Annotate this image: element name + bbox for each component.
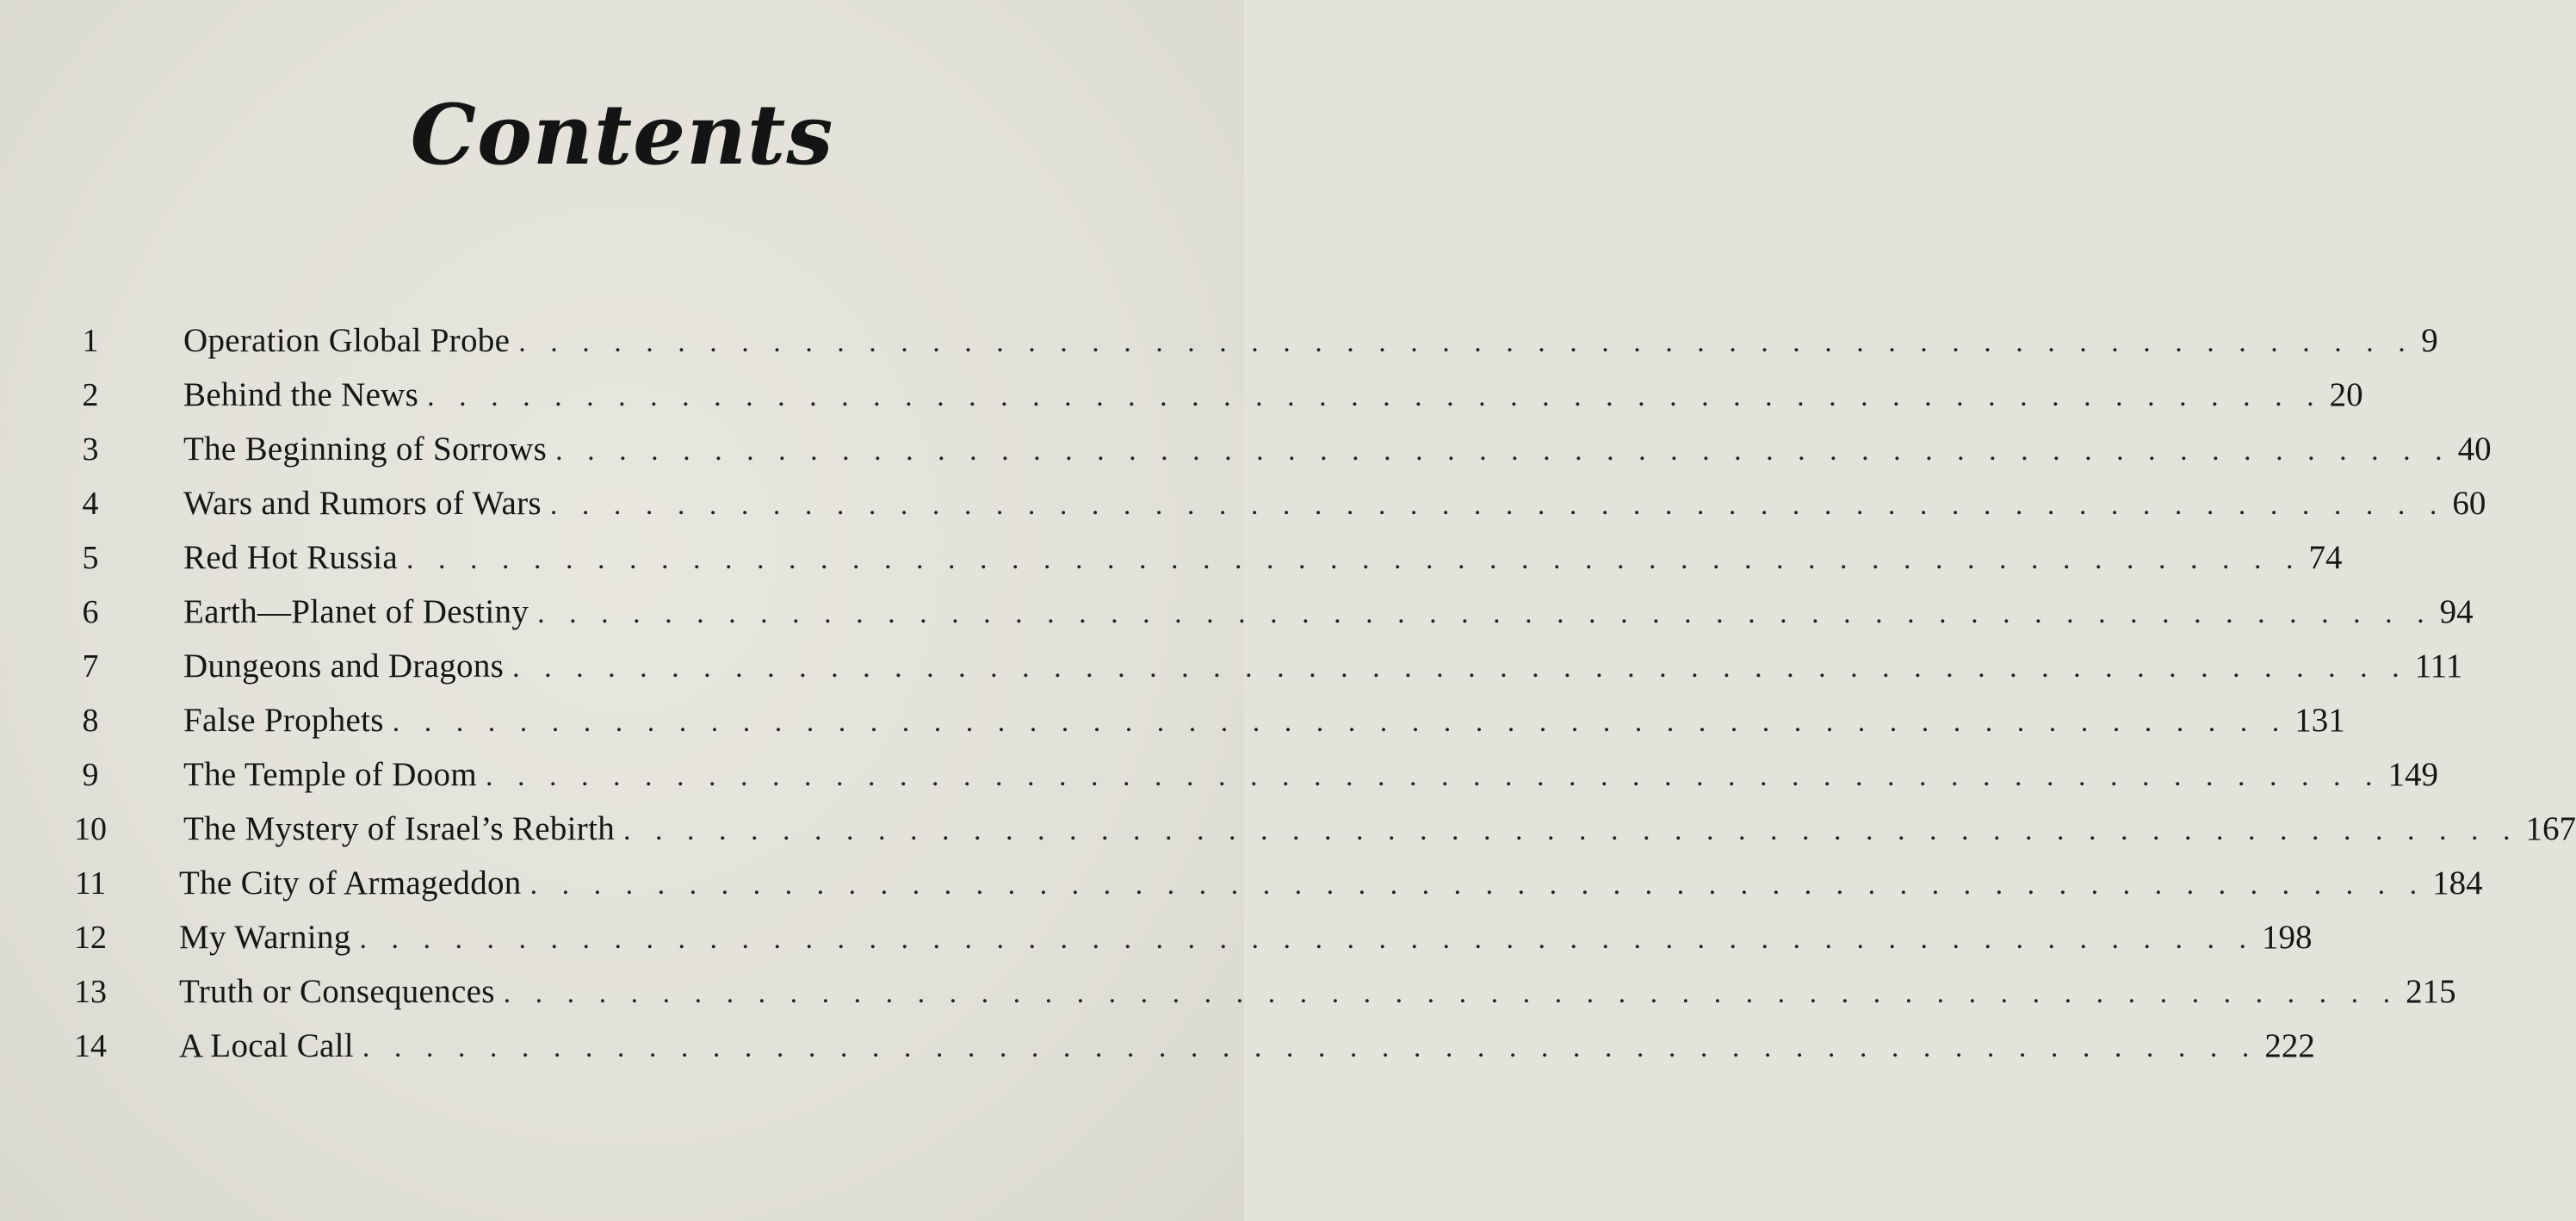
toc-entry [0, 423, 2492, 477]
dot-leader: . . . . . . . . . . . . . . . . . . . . . . . . . . . . . . . . . . . . . . . . . . . . . . . . . . . . . . . . . . . . [529, 869, 2426, 901]
page-number: 222 [2264, 1027, 2315, 1064]
page-number: 94 [2439, 593, 2474, 630]
chapter-number: 12 [74, 920, 107, 956]
toc-entry [0, 911, 2313, 965]
chapter-title: My Warning [179, 919, 351, 956]
chapter-number: 1 [82, 323, 99, 359]
page-number: 131 [2294, 702, 2345, 739]
dot-leader: . . . . . . . . . . . . . . . . . . . . . . . . . . . . . . . . . . . . . . . . . . . . . . . . . . . . . . . . . . . . [392, 706, 2288, 738]
chapter-title: Earth—Planet of Destiny [183, 593, 529, 630]
dot-leader: . . . . . . . . . . . . . . . . . . . . . . . . . . . . . . . . . . . . . . . . . . . . . . . . . . . . . . . . . . . . [623, 815, 2519, 846]
chapter-title: Red Hot Russia [183, 539, 399, 576]
chapter-title: The City of Armageddon [179, 865, 522, 902]
page-title: Contents [410, 86, 834, 183]
dot-leader: . . . . . . . . . . . . . . . . . . . . . . . . . . . . . . . . . . . . . . . . . . . . . . . . . . . . . . . . . . . . [427, 381, 2323, 412]
page-number: 167 [2525, 810, 2576, 847]
page-number: 198 [2262, 919, 2313, 956]
toc-entry [0, 1020, 2315, 1074]
chapter-title: Dungeons and Dragons [183, 648, 505, 685]
toc-entry [0, 369, 2363, 423]
chapter-title: Wars and Rumors of Wars [183, 485, 542, 522]
page-number: 9 [2421, 322, 2438, 359]
toc-entry [0, 531, 2343, 586]
toc-entry [0, 857, 2483, 911]
page-number: 60 [2452, 485, 2486, 522]
dot-leader: . . . . . . . . . . . . . . . . . . . . . . . . . . . . . . . . . . . . . . . . . . . . . . . . . . . . . . . . . . . . [406, 543, 2302, 575]
dot-leader: . . . . . . . . . . . . . . . . . . . . . . . . . . . . . . . . . . . . . . . . . . . . . . . . . . . . . . . . . . . . [518, 326, 2414, 358]
chapter-title: A Local Call [179, 1027, 354, 1064]
chapter-number: 4 [82, 486, 99, 522]
page-number: 215 [2406, 973, 2456, 1010]
chapter-title: Operation Global Probe [183, 322, 511, 359]
page-number: 40 [2457, 431, 2492, 468]
chapter-number: 3 [82, 431, 99, 468]
toc-entry [0, 640, 2463, 694]
chapter-number: 8 [82, 703, 99, 739]
chapter-title: The Beginning of Sorrows [183, 431, 548, 468]
chapter-title: Behind the News [183, 376, 419, 413]
chapter-number: 14 [74, 1028, 107, 1064]
dot-leader: . . . . . . . . . . . . . . . . . . . . . . . . . . . . . . . . . . . . . . . . . . . . . . . . . . . . . . . . . . . . [555, 435, 2451, 467]
chapter-number: 7 [82, 648, 99, 685]
dot-leader: . . . . . . . . . . . . . . . . . . . . . . . . . . . . . . . . . . . . . . . . . . . . . . . . . . . . . . . . . . . . [549, 489, 2446, 521]
chapter-number: 13 [74, 974, 107, 1010]
chapter-number: 11 [74, 865, 107, 902]
page-number: 111 [2414, 648, 2463, 685]
toc-entry [0, 803, 2576, 857]
toc-entry [0, 748, 2438, 803]
toc-entry [0, 477, 2486, 531]
chapter-title: False Prophets [183, 702, 384, 739]
page-number: 20 [2329, 376, 2363, 413]
chapter-number: 9 [82, 757, 99, 793]
chapter-number: 10 [74, 811, 107, 847]
dot-leader: . . . . . . . . . . . . . . . . . . . . . . . . . . . . . . . . . . . . . . . . . . . . . . . . . . . . . . . . . . . . [362, 1032, 2258, 1063]
page-number: 184 [2432, 865, 2483, 902]
chapter-title: Truth or Consequences [179, 973, 495, 1010]
chapter-number: 6 [82, 594, 99, 630]
toc-entry [0, 965, 2456, 1020]
page-number: 149 [2387, 756, 2438, 793]
dot-leader: . . . . . . . . . . . . . . . . . . . . . . . . . . . . . . . . . . . . . . . . . . . . . . . . . . . . . . . . . . . . [537, 598, 2433, 629]
dot-leader: . . . . . . . . . . . . . . . . . . . . . . . . . . . . . . . . . . . . . . . . . . . . . . . . . . . . . . . . . . . . [485, 760, 2381, 792]
dot-leader: . . . . . . . . . . . . . . . . . . . . . . . . . . . . . . . . . . . . . . . . . . . . . . . . . . . . . . . . . . . . [359, 923, 2256, 955]
toc-entry [0, 586, 2474, 640]
chapter-number: 5 [82, 540, 99, 576]
dot-leader: . . . . . . . . . . . . . . . . . . . . . . . . . . . . . . . . . . . . . . . . . . . . . . . . . . . . . . . . . . . . [512, 652, 2408, 684]
dot-leader: . . . . . . . . . . . . . . . . . . . . . . . . . . . . . . . . . . . . . . . . . . . . . . . . . . . . . . . . . . . . [503, 977, 2400, 1009]
chapter-title: The Mystery of Israel’s Rebirth [183, 810, 616, 847]
toc-entry [0, 694, 2345, 748]
toc-entry [0, 314, 2438, 369]
chapter-title: The Temple of Doom [183, 756, 477, 793]
page-number: 74 [2308, 539, 2343, 576]
chapter-number: 2 [82, 377, 99, 413]
